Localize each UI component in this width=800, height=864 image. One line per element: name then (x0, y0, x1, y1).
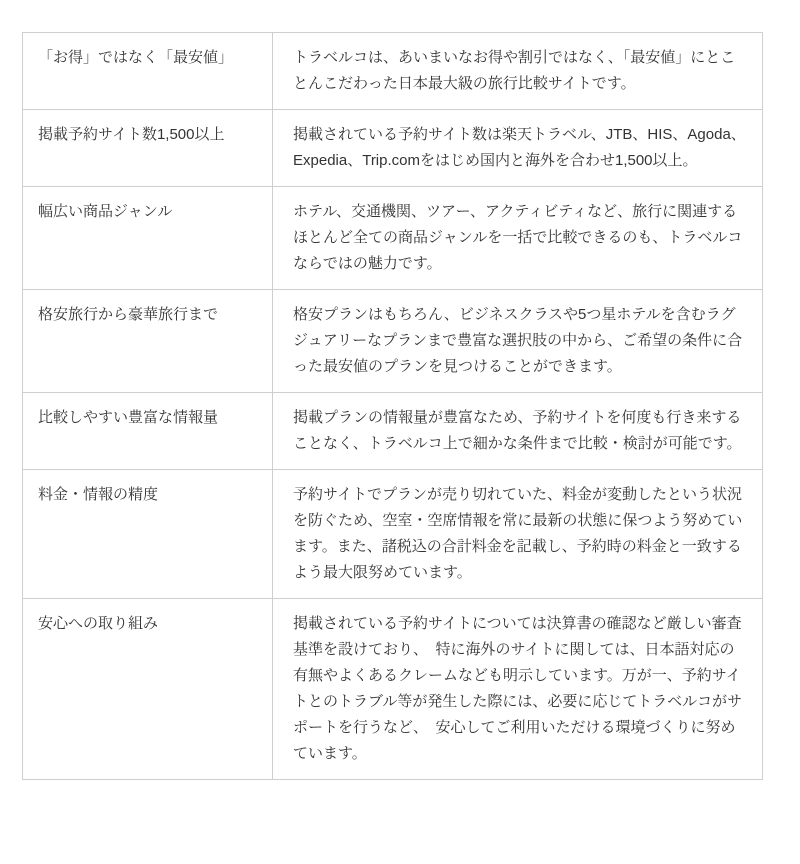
table-row (23, 470, 763, 599)
feature-description: 格安プランはもちろん、ビジネスクラスや5つ星ホテルを含むラグジュアリーなプランまで豊富な選択肢の中から、ご希望の条件に合った最安値のプランを見つけることができます。 (273, 290, 763, 393)
feature-term: 安心への取り組み (23, 599, 273, 780)
features-table (22, 32, 763, 780)
feature-description: ホテル、交通機関、ツアー、アクティビティなど、旅行に関連するほとんど全ての商品ジャンルを一括で比較できるのも、トラベルコならではの魅力です。 (273, 187, 763, 290)
table-row (23, 33, 763, 110)
table-row (23, 110, 763, 187)
feature-description: 掲載プランの情報量が豊富なため、予約サイトを何度も行き来することなく、トラベルコ上で細かな条件まで比較・検討が可能です。 (273, 393, 763, 470)
table-row (23, 290, 763, 393)
table-row (23, 599, 763, 780)
feature-term: 格安旅行から豪華旅行まで (23, 290, 273, 393)
feature-term: 料金・情報の精度 (23, 470, 273, 599)
feature-description: 予約サイトでプランが売り切れていた、料金が変動したという状況を防ぐため、空室・空席情報を常に最新の状態に保つよう努めています。また、諸税込の合計料金を記載し、予約時の料金と一致するよう最大限努めています。 (273, 470, 763, 599)
feature-term: 幅広い商品ジャンル (23, 187, 273, 290)
feature-term: 比較しやすい豊富な情報量 (23, 393, 273, 470)
table-row (23, 393, 763, 470)
feature-description: 掲載されている予約サイト数は楽天トラベル、JTB、HIS、Agoda、Expedia、Trip.comをはじめ国内と海外を合わせ1,500以上。 (273, 110, 763, 187)
feature-term: 「お得」ではなく「最安値」 (23, 33, 273, 110)
feature-description: トラベルコは、あいまいなお得や割引ではなく、「最安値」にとことんこだわった日本最大級の旅行比較サイトです。 (273, 33, 763, 110)
feature-description: 掲載されている予約サイトについては決算書の確認など厳しい審査基準を設けており、 特に海外のサイトに関しては、日本語対応の有無やよくあるクレームなども明示しています。万が一、予約サイトとのトラブル等が発生した際には、必要に応じてトラベルコがサポートを行うなど、 安心してご利用いただける環境づくりに努めています。 (273, 599, 763, 780)
table-row (23, 187, 763, 290)
feature-term: 掲載予約サイト数1,500以上 (23, 110, 273, 187)
